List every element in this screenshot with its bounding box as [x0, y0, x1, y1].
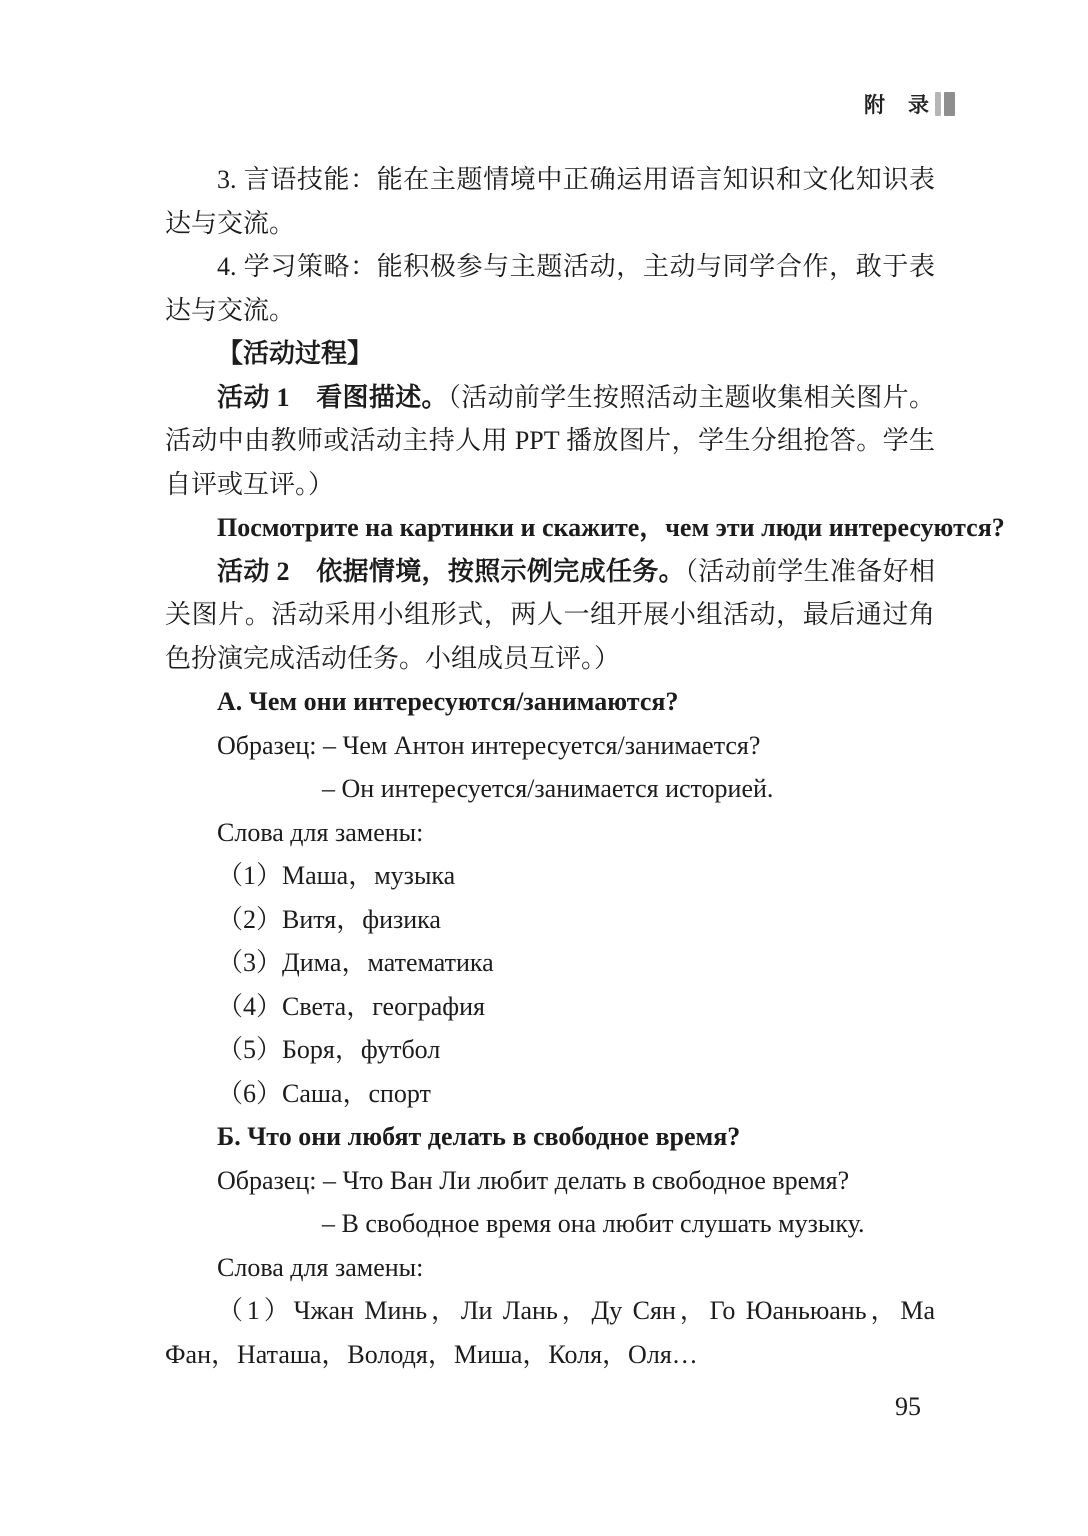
list-item: （2）Витя，физика — [217, 904, 441, 934]
russian-task-prompt: Посмотрите на картинки и скажите，чем эти люди интересуются? — [217, 513, 1005, 542]
activity1-title: 活动 1 看图描述。 — [217, 382, 448, 412]
paragraph-activity2 — [165, 550, 935, 681]
page-number: 95 — [895, 1392, 921, 1421]
list-item: （4）Света，география — [217, 991, 486, 1021]
activity1-note: （活动前学生按照活动主题收集相关图片。活动中由教师或活动主持人用 PPT 播放图片，学生分组抢答。学生自评或互评。） — [165, 382, 935, 499]
page-body — [165, 158, 1005, 1376]
section-b-heading: Б. Что они любят делать в свободное время? — [217, 1122, 741, 1151]
section-b-example-question: Образец: – Что Ван Ли любит делать в свободное время? — [217, 1165, 850, 1195]
list-item: （1）Маша，музыка — [217, 861, 456, 890]
section-a-heading: А. Чем они интересуются/занимаются? — [217, 687, 679, 716]
list-item: （3）Дима，математика — [217, 948, 494, 977]
section-a-example-question: Образец: – Чем Антон интересуется/занимается? — [217, 730, 761, 760]
activity2-note: （活动前学生准备好相关图片。活动采用小组形式，两人一组开展小组活动，最后通过角色扮演完成活动任务。小组成员互评。） — [165, 556, 935, 673]
page-header — [864, 89, 955, 119]
list-item: （5）Боря，футбол — [217, 1035, 441, 1064]
paragraph-learning-strategy: 4. 学习策略：能积极参与主题活动，主动与同学合作，敢于表达与交流。 — [165, 252, 935, 325]
section-a-substitution-label: Слова для замены: — [217, 817, 424, 847]
header-bar-light-icon — [935, 92, 941, 116]
paragraph-activity1 — [165, 376, 935, 507]
section-b-example-answer: – В свободное время она любит слушать музыку. — [322, 1209, 865, 1238]
list-item: （6）Саша，спорт — [217, 1078, 431, 1108]
activity2-title: 活动 2 依据情境，按照示例完成任务。 — [217, 556, 685, 586]
section-b-substitution-label: Слова для замены: — [217, 1252, 424, 1282]
paragraph-language-skill: 3. 言语技能：能在主题情境中正确运用语言知识和文化知识表达与交流。 — [165, 165, 935, 238]
heading-activity-process: 【活动过程】 — [217, 339, 374, 368]
header-bar-dark-icon — [944, 92, 955, 116]
list-item: （1）Чжан Минь，Ли Лань，Ду Сян，Го Юаньюань，Ма Фан，Наташа，Володя，Миша，Коля，Оля… — [165, 1296, 935, 1369]
section-a-example-answer: – Он интересуется/занимается историей. — [322, 774, 774, 803]
appendix-title: 附 录 — [864, 93, 930, 117]
